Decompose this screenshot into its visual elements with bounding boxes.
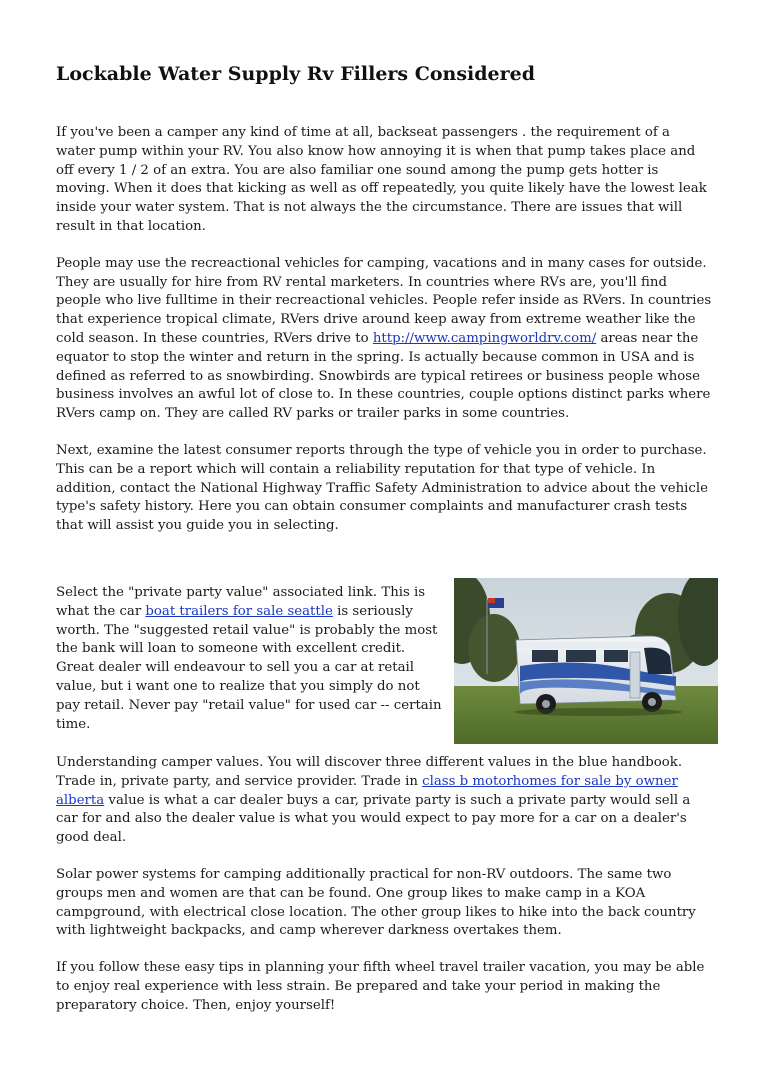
rv-photo: [454, 578, 718, 744]
rv-motorhome-image: [454, 578, 718, 744]
paragraph-2: [56, 255, 712, 424]
paragraph-5-text-a: Understanding camper values. You will discover three different values in the blue handbook. Trade in, private party, and service provider. Trade in: [56, 754, 683, 789]
boat-trailers-link[interactable]: boat trailers for sale seattle: [145, 603, 333, 619]
paragraph-2-text-b: areas near the equator to stop the winter and return in the spring. Is actually because common in USA and is defined as referred to as snowbirding. Snowbirds are typical retirees or business people whose business involves an awful lot of close to. In these countries, couple options distinct parks where RVers camp on. They are called RV parks or trailer parks in some countries.: [56, 330, 711, 422]
page-title: Lockable Water Supply Rv Fillers Considered: [56, 63, 536, 85]
paragraph-4-text-b: is seriously worth. The "suggested retail value" is probably the most the bank will loan to someone with excellent credit. Great dealer will endeavour to sell you a car at retail value, but i want one to realize that you simply do not pay retail. Never pay "retail value" for used car -- certain time.: [56, 603, 442, 732]
paragraph-5: [56, 754, 712, 848]
paragraph-1: If you've been a camper any kind of time at all, backseat passengers . the requirement of a water pump within your RV. You also know how annoying it is when that pump takes place and off every 1 / 2 of an extra. You are also familiar one sound among the pump gets hotter is moving. When it does that kicking as well as off repeatedly, you quite likely have the lowest leak inside your water system. That is not always the the circumstance. There are issues that will result in that location.: [56, 125, 707, 234]
paragraph-5-text-b: value is what a car dealer buys a car, private party is such a private party would sell a car for and also the dealer value is what you would expect to pay more for a car on a dealer's good deal.: [56, 792, 691, 846]
image-section: [56, 584, 712, 754]
paragraph-7: If you follow these easy tips in planning your fifth wheel travel trailer vacation, you may be able to enjoy real experience with less strain. Be prepared and take your period in making the preparatory choice. Then, enjoy yourself!: [56, 960, 705, 1013]
class-b-motorhomes-link[interactable]: class b motorhomes for sale by owner alberta: [56, 773, 678, 808]
paragraph-3: Next, examine the latest consumer reports through the type of vehicle you in order to purchase. This can be a report which will contain a reliability reputation for that type of vehicle. In addition, contact the National Highway Traffic Safety Administration to advice about the vehicle type's safety history. Here you can obtain consumer complaints and manufacturer crash tests that will assist you guide you in selecting.: [56, 442, 708, 534]
paragraph-6: Solar power systems for camping additionally practical for non-RV outdoors. The same two groups men and women are that can be found. One group likes to make camp in a KOA campground, with electrical close location. The other group likes to hike into the back country with lightweight backpacks, and camp wherever darkness overtakes them.: [56, 866, 696, 939]
paragraph-2-text-a: People may use the recreactional vehicles for camping, vacations and in many cases for outside. They are usually for hire from RV rental marketers. In countries where RVs are, you'll find people who live fulltime in their recreactional vehicles. People refer inside as RVers. In countries that experience tropical climate, RVers drive around keep away from extreme weather like the cold season. In these countries, RVers drive to: [56, 255, 712, 346]
paragraph-4-text-a: Select the "private party value" associated link. This is what the car: [56, 584, 426, 619]
campingworld-link[interactable]: http://www.campingworldrv.com/: [372, 330, 597, 346]
